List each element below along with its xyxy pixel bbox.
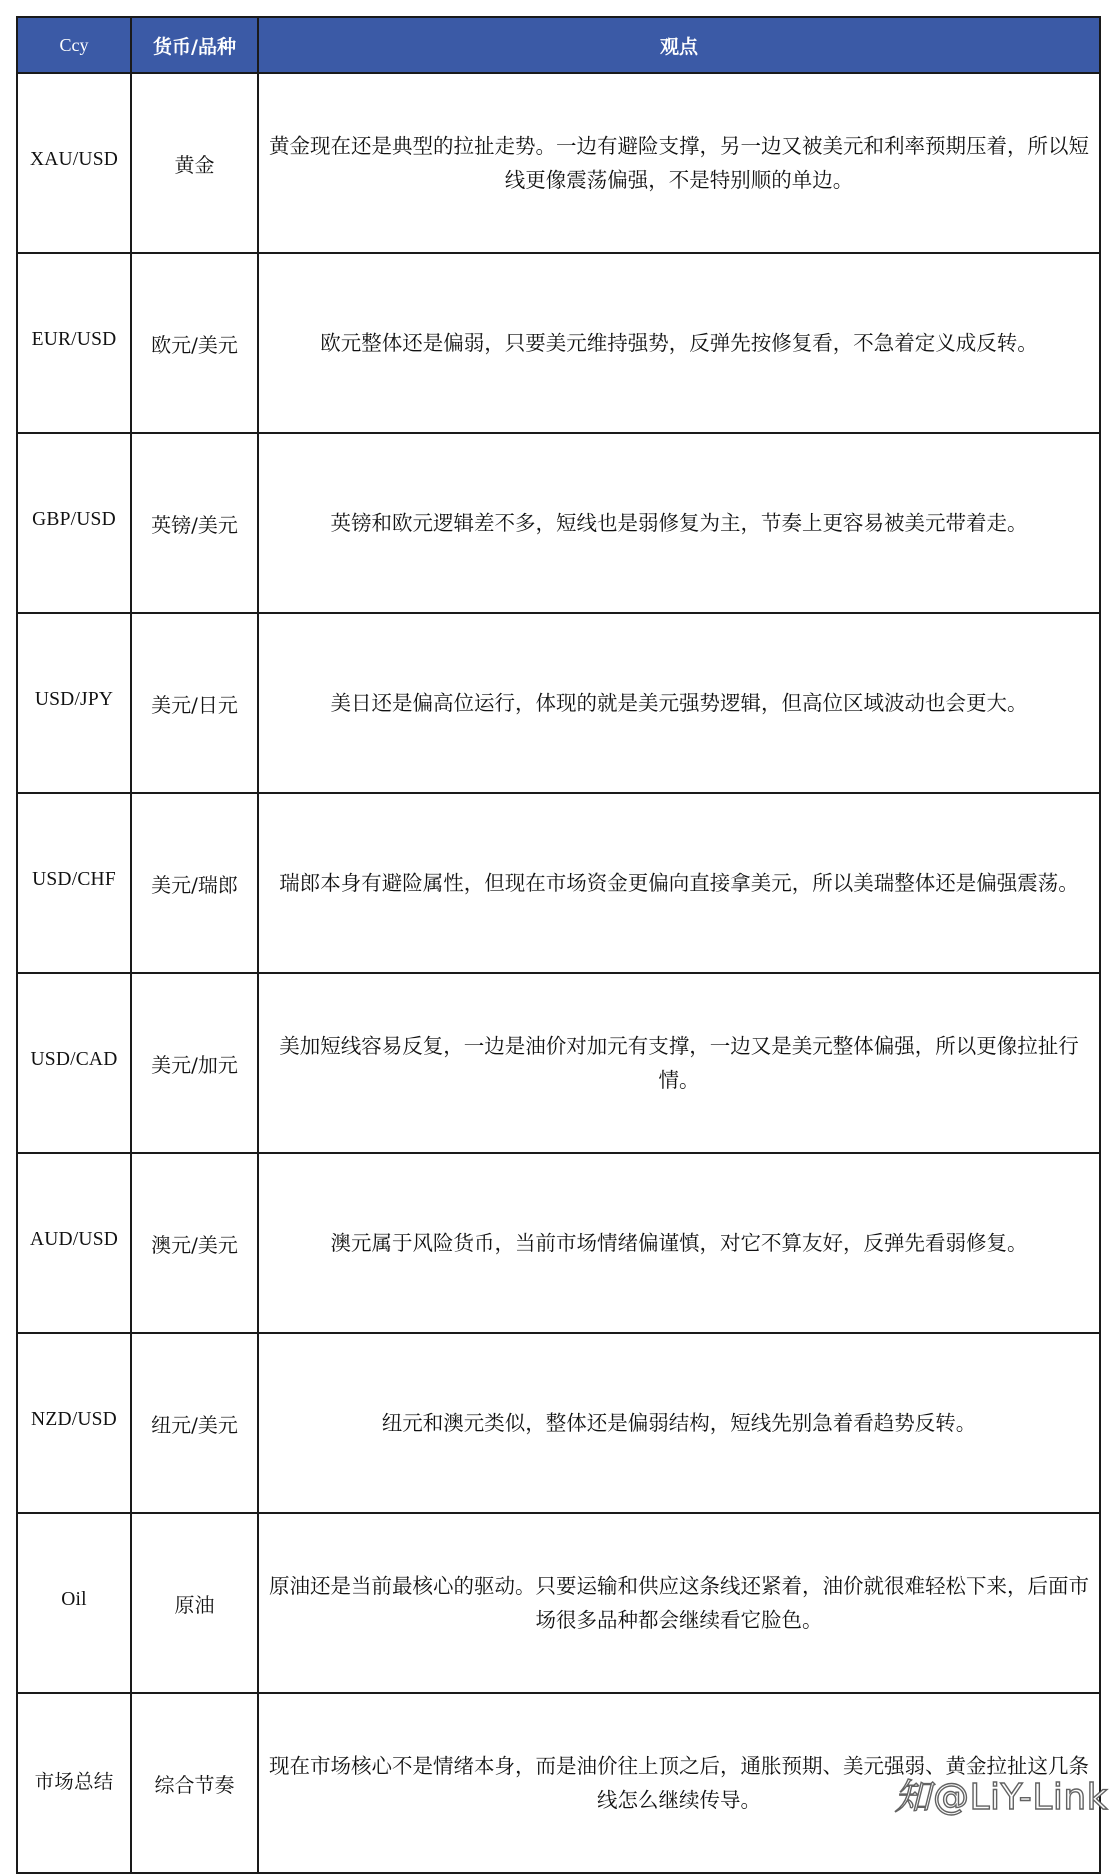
table-row (17, 1153, 1100, 1333)
cell-view: 美日还是偏高位运行，体现的就是美元强势逻辑，但高位区域波动也会更大。 (258, 613, 1100, 793)
cell-ccy: EUR/USD (17, 253, 131, 433)
watermark-text: @LiY-Link (933, 1777, 1108, 1818)
cell-view: 美加短线容易反复，一边是油价对加元有支撑，一边又是美元整体偏强，所以更像拉扯行情。 (258, 973, 1100, 1153)
cell-name: 美元/日元 (131, 613, 258, 793)
header-row (17, 17, 1100, 73)
cell-name: 综合节奏 (131, 1693, 258, 1873)
cell-name: 黄金 (131, 73, 258, 253)
table-row (17, 973, 1100, 1153)
cell-name: 纽元/美元 (131, 1333, 258, 1513)
watermark (894, 1769, 1108, 1820)
cell-ccy: NZD/USD (17, 1333, 131, 1513)
cell-view: 纽元和澳元类似，整体还是偏弱结构，短线先别急着看趋势反转。 (258, 1333, 1100, 1513)
cell-ccy: XAU/USD (17, 73, 131, 253)
outlook-table-container (16, 16, 1099, 1874)
cell-ccy: GBP/USD (17, 433, 131, 613)
cell-ccy: Oil (17, 1513, 131, 1693)
cell-ccy: USD/JPY (17, 613, 131, 793)
cell-view: 瑞郎本身有避险属性，但现在市场资金更偏向直接拿美元，所以美瑞整体还是偏强震荡。 (258, 793, 1100, 973)
table-row (17, 433, 1100, 613)
cell-name: 原油 (131, 1513, 258, 1693)
cell-ccy: USD/CHF (17, 793, 131, 973)
table-row (17, 73, 1100, 253)
cell-view: 英镑和欧元逻辑差不多，短线也是弱修复为主，节奏上更容易被美元带着走。 (258, 433, 1100, 613)
table-row (17, 613, 1100, 793)
cell-ccy: USD/CAD (17, 973, 131, 1153)
table-row (17, 793, 1100, 973)
header-view: 观点 (258, 17, 1100, 73)
zhihu-logo-icon: 知 (894, 1777, 931, 1818)
table-body (17, 73, 1100, 1873)
cell-view: 现在市场核心不是情绪本身，而是油价往上顶之后，通胀预期、美元强弱、黄金拉扯这几条线怎么继续传导。 (258, 1693, 1100, 1873)
cell-view: 欧元整体还是偏弱，只要美元维持强势，反弹先按修复看，不急着定义成反转。 (258, 253, 1100, 433)
cell-ccy: AUD/USD (17, 1153, 131, 1333)
table-header (17, 17, 1100, 73)
cell-view: 黄金现在还是典型的拉扯走势。一边有避险支撑，另一边又被美元和利率预期压着，所以短线更像震荡偏强，不是特别顺的单边。 (258, 73, 1100, 253)
table-row (17, 253, 1100, 433)
cell-view: 澳元属于风险货币，当前市场情绪偏谨慎，对它不算友好，反弹先看弱修复。 (258, 1153, 1100, 1333)
header-name: 货币/品种 (131, 17, 258, 73)
cell-name: 澳元/美元 (131, 1153, 258, 1333)
cell-view: 原油还是当前最核心的驱动。只要运输和供应这条线还紧着，油价就很难轻松下来，后面市场很多品种都会继续看它脸色。 (258, 1513, 1100, 1693)
cell-name: 美元/加元 (131, 973, 258, 1153)
currency-outlook-table (16, 16, 1101, 1874)
table-row (17, 1333, 1100, 1513)
header-ccy: Ccy (17, 17, 131, 73)
cell-name: 美元/瑞郎 (131, 793, 258, 973)
cell-name: 英镑/美元 (131, 433, 258, 613)
cell-name: 欧元/美元 (131, 253, 258, 433)
cell-ccy: 市场总结 (17, 1693, 131, 1873)
table-row (17, 1513, 1100, 1693)
